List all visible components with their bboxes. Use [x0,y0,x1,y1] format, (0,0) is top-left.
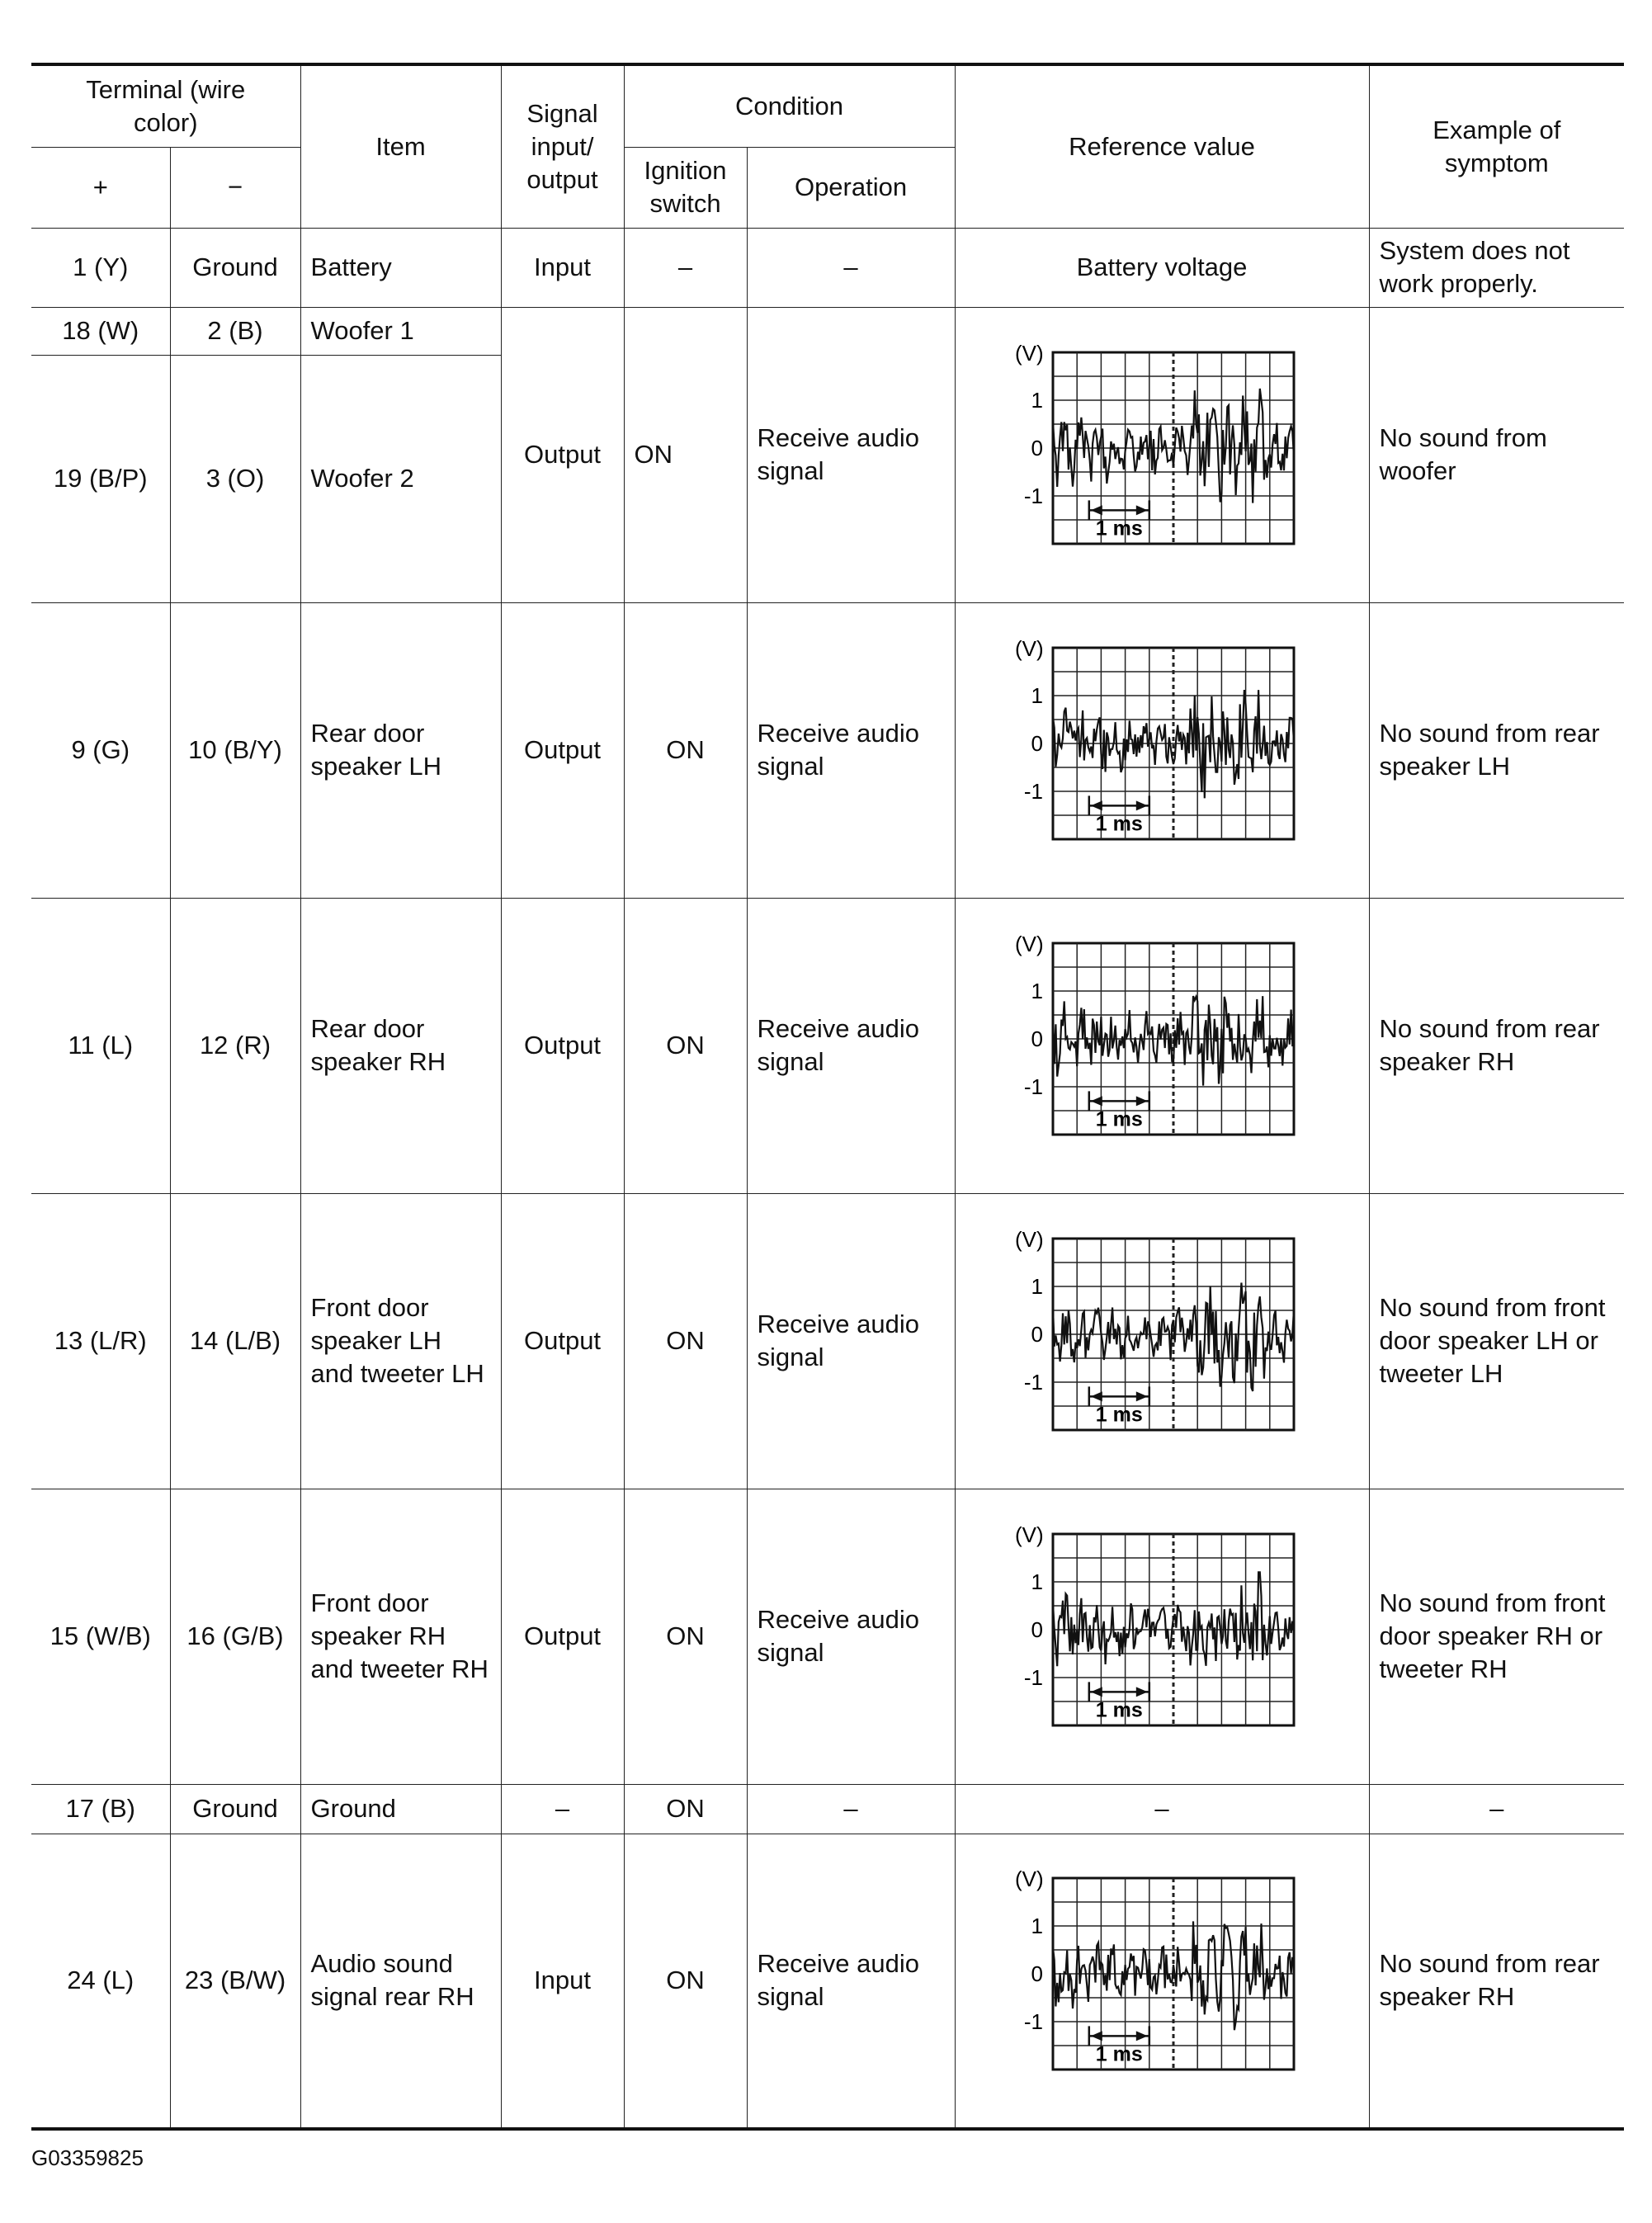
audio-waveform-plot [989,1217,1335,1465]
symptom: No sound from rear speaker RH [1369,898,1624,1193]
operation: Receive audio signal [747,1834,955,2129]
waveform-y-tick: -1 [1023,2009,1044,2035]
waveform-y-tick: 1 [1031,1914,1044,1939]
ignition-state: ON [624,898,747,1193]
item-name: Front door speaker LH and tweeter LH [300,1193,501,1489]
signal-direction: Output [501,1489,624,1784]
audio-waveform-plot [989,331,1335,578]
waveform-unit-label: (V) [1015,932,1044,956]
ignition-state: ON [624,1834,747,2129]
terminal-minus: 3 (O) [170,355,300,602]
terminal-minus: 2 (B) [170,307,300,355]
waveform-y-tick: -1 [1023,1074,1044,1099]
time-scale-label: 1 ms [1095,812,1143,836]
waveform-y-tick: 1 [1031,1569,1044,1594]
time-scale-label: 1 ms [1095,517,1143,540]
header-ignition: Ignition switch [624,147,747,228]
ignition-state: ON [624,1784,747,1834]
waveform-y-tick: 1 [1031,388,1044,413]
terminal-plus: 19 (B/P) [31,355,170,602]
reference-waveform [955,1489,1369,1784]
item-name: Woofer 2 [300,355,501,602]
header-terminal: Terminal (wire color) [31,64,300,147]
header-minus: − [170,147,300,228]
audio-waveform-plot [989,922,1335,1169]
waveform-y-tick: -1 [1023,484,1044,508]
waveform-unit-label: (V) [1015,636,1044,661]
terminal-plus: 15 (W/B) [31,1489,170,1784]
item-name: Audio sound signal rear RH [300,1834,501,2129]
waveform-unit-label: (V) [1015,341,1044,366]
reference-waveform [955,602,1369,898]
terminal-plus: 17 (B) [31,1784,170,1834]
operation: Receive audio signal [747,1489,955,1784]
waveform-y-tick: 0 [1031,731,1044,756]
waveform-unit-label: (V) [1015,1867,1044,1892]
time-scale-label: 1 ms [1095,1698,1143,1722]
table-row [31,1489,1624,1784]
time-scale-label: 1 ms [1095,2042,1143,2066]
waveform-y-tick: 1 [1031,1274,1044,1299]
waveform-y-tick: -1 [1023,1665,1044,1690]
symptom: No sound from front door speaker RH or tweeter RH [1369,1489,1624,1784]
table-row [31,1834,1624,2129]
terminal-plus: 1 (Y) [31,228,170,307]
terminal-minus: 12 (R) [170,898,300,1193]
item-name: Ground [300,1784,501,1834]
reference-value: Battery voltage [955,228,1369,307]
audio-waveform-plot [989,1513,1335,1760]
reference-waveform [955,898,1369,1193]
reference-waveform [955,1193,1369,1489]
signal-direction: Output [501,1193,624,1489]
reference-value: – [955,1784,1369,1834]
item-name: Rear door speaker RH [300,898,501,1193]
header-symptom: Example of symptom [1369,64,1624,228]
header-reference: Reference value [955,64,1369,228]
ignition-state: – [624,228,747,307]
operation: Receive audio signal [747,1193,955,1489]
signal-direction: Output [501,307,624,602]
reference-waveform [955,307,1369,602]
ignition-state: ON [624,602,747,898]
header-operation: Operation [747,147,955,228]
waveform-y-tick: 1 [1031,683,1044,708]
table-row [31,307,1624,355]
waveform-y-tick: 0 [1031,1617,1044,1642]
ignition-state: ON [624,1193,747,1489]
terminal-reference-table [31,63,1624,2131]
table-row [31,898,1624,1193]
terminal-minus: 14 (L/B) [170,1193,300,1489]
waveform-y-tick: 0 [1031,1322,1044,1347]
table-row [31,1193,1624,1489]
waveform-y-tick: -1 [1023,779,1044,804]
symptom: No sound from front door speaker LH or tweeter LH [1369,1193,1624,1489]
symptom: No sound from rear speaker RH [1369,1834,1624,2129]
waveform-y-tick: 0 [1031,436,1044,460]
terminal-minus: Ground [170,1784,300,1834]
operation: Receive audio signal [747,602,955,898]
terminal-plus: 9 (G) [31,602,170,898]
item-name: Front door speaker RH and tweeter RH [300,1489,501,1784]
waveform-y-tick: -1 [1023,1370,1044,1395]
signal-direction: Output [501,602,624,898]
reference-waveform [955,1834,1369,2129]
signal-direction: Input [501,228,624,307]
terminal-plus: 13 (L/R) [31,1193,170,1489]
operation: – [747,1784,955,1834]
operation: Receive audio signal [747,898,955,1193]
header-signal: Signal input/ output [501,64,624,228]
symptom: No sound from rear speaker LH [1369,602,1624,898]
symptom: – [1369,1784,1624,1834]
operation: Receive audio signal [747,307,955,602]
terminal-plus: 18 (W) [31,307,170,355]
time-scale-label: 1 ms [1095,1403,1143,1427]
item-name: Woofer 1 [300,307,501,355]
item-name: Rear door speaker LH [300,602,501,898]
ignition-state: ON [624,1489,747,1784]
audio-waveform-plot [989,626,1335,874]
waveform-y-tick: 0 [1031,1961,1044,1987]
table-row [31,602,1624,898]
symptom: System does not work properly. [1369,228,1624,307]
table-row [31,1784,1624,1834]
waveform-y-tick: 0 [1031,1027,1044,1051]
terminal-minus: Ground [170,228,300,307]
terminal-minus: 16 (G/B) [170,1489,300,1784]
operation: – [747,228,955,307]
waveform-y-tick: 1 [1031,979,1044,1003]
item-name: Battery [300,228,501,307]
signal-direction: Output [501,898,624,1193]
terminal-minus: 23 (B/W) [170,1834,300,2129]
header-condition: Condition [624,64,955,147]
header-plus: + [31,147,170,228]
signal-direction: – [501,1784,624,1834]
terminal-plus: 11 (L) [31,898,170,1193]
terminal-plus: 24 (L) [31,1834,170,2129]
ignition-state: ON [624,307,747,602]
audio-waveform-plot [989,1857,1335,2104]
terminal-minus: 10 (B/Y) [170,602,300,898]
header-item: Item [300,64,501,228]
figure-id: G03359825 [31,2145,144,2170]
waveform-unit-label: (V) [1015,1227,1044,1252]
symptom: No sound from woofer [1369,307,1624,602]
table-row [31,228,1624,307]
signal-direction: Input [501,1834,624,2129]
time-scale-label: 1 ms [1095,1107,1143,1131]
waveform-unit-label: (V) [1015,1522,1044,1547]
